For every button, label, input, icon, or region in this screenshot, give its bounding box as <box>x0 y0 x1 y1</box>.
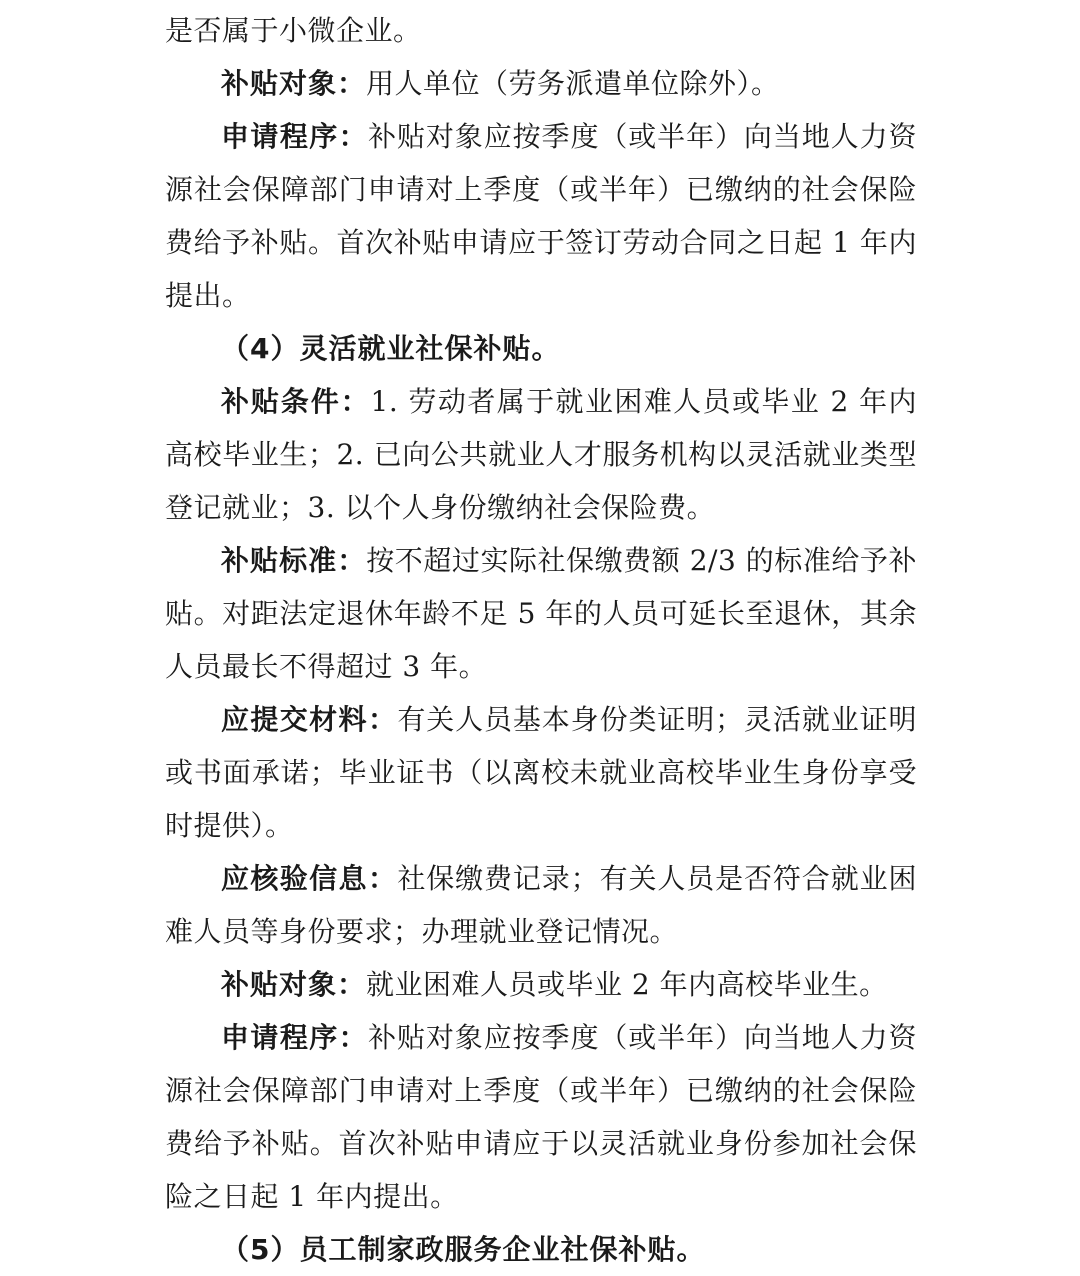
paragraph-text: 补贴对象应按季度（或半年）向当地人力资源社会保障部门申请对上季度（或半年）已缴纳的社会保险费给予补贴。首次补贴申请应于以灵活就业身份参加社会保险之日起 1 年内提出。 <box>165 1021 917 1213</box>
paragraph-application-procedure <box>165 110 917 322</box>
section-heading-5: （5）员工制家政服务企业社保补贴。 <box>221 1233 706 1266</box>
paragraph-application-procedure-2 <box>165 1011 917 1223</box>
paragraph-label: 应核验信息： <box>221 862 398 895</box>
paragraph-text: 按不超过实际社保缴费额 2/3 的标准给予补贴。对距法定退休年龄不足 5 年的人员可延长至退休，其余人员最长不得超过 3 年。 <box>165 544 917 683</box>
paragraph-label: 补贴条件： <box>221 385 371 418</box>
paragraph-text: 就业困难人员或毕业 2 年内高校毕业生。 <box>366 968 888 1001</box>
paragraph-subsidy-standard <box>165 534 917 693</box>
paragraph-text: 1. 劳动者属于就业困难人员或毕业 2 年内高校毕业生；2. 已向公共就业人才服务机构以灵活就业类型登记就业；3. 以个人身份缴纳社会保险费。 <box>165 385 917 524</box>
paragraph-label: 补贴对象： <box>221 67 367 100</box>
paragraph-text: 用人单位（劳务派遣单位除外）。 <box>366 67 780 100</box>
paragraph-verification-info <box>165 852 917 958</box>
paragraph-label: 申请程序： <box>221 1021 369 1054</box>
paragraph-text: 是否属于小微企业。 <box>165 14 422 47</box>
paragraph-subsidy-target <box>165 57 917 110</box>
paragraph-subsidy-target-2 <box>165 958 917 1011</box>
paragraph-label: 补贴标准： <box>221 544 367 577</box>
paragraph-required-materials <box>165 693 917 852</box>
paragraph-label: 应提交材料： <box>221 703 398 736</box>
paragraph-text: 补贴对象应按季度（或半年）向当地人力资源社会保障部门申请对上季度（或半年）已缴纳的社会保险费给予补贴。首次补贴申请应于签订劳动合同之日起 1 年内提出。 <box>165 120 917 312</box>
paragraph-text: 社保缴费记录；有关人员是否符合就业困难人员等身份要求；办理就业登记情况。 <box>165 862 917 948</box>
paragraph-text: 有关人员基本身份类证明；灵活就业证明或书面承诺；毕业证书（以离校未就业高校毕业生身份享受时提供）。 <box>165 703 917 842</box>
paragraph-label: 补贴对象： <box>221 968 367 1001</box>
paragraph-continuation <box>165 4 917 57</box>
section-heading-4: （4）灵活就业社保补贴。 <box>221 332 561 365</box>
paragraph-subsidy-conditions <box>165 375 917 534</box>
paragraph-label: 申请程序： <box>221 120 369 153</box>
document-body <box>165 4 917 1276</box>
